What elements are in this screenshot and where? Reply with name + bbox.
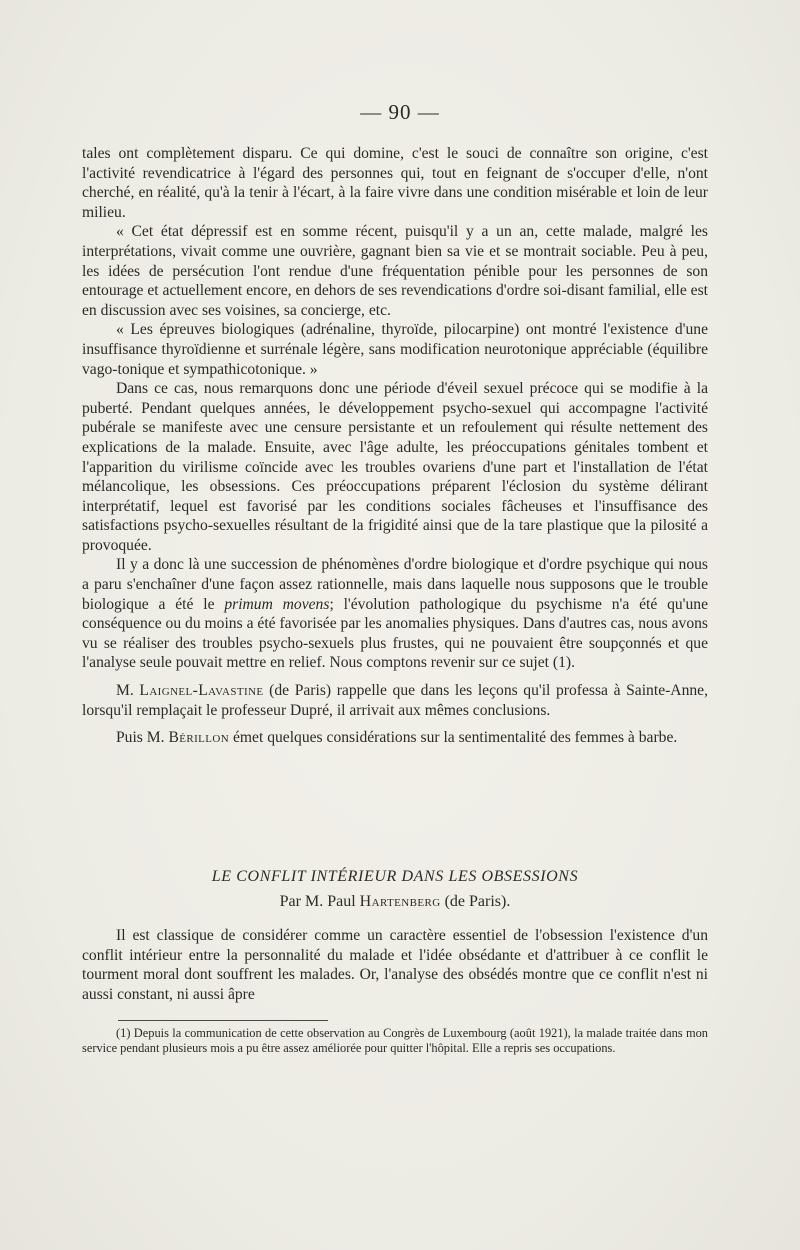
paragraph-conclusion-part2: ; l'évolution pathologique du psychisme n'a été qu'une conséquence ou du moins a été favorisée par les anomalies physiques. Dans d'autres cas, nous avons vu se réaliser des troubles psycho-sexuels plus frustes, qui ne pouvaient être soupçonnés et que l'analyse seule pouvait mettre en relief. Nous comptons revenir sur ce sujet (1). [82, 595, 708, 672]
paragraph-analysis: Dans ce cas, nous remarquons donc une période d'éveil sexuel précoce qui se modifie à la puberté. Pendant quelques années, le développement psycho-sexuel qui accompagne l'activité pubérale se manifeste avec une censure persistante et un refoulement qui résulte nettement des explications de la malade. Ensuite, avec l'âge adulte, les préoccupations génitales tombent et l'apparition du virilisme coïncide avec les troubles ovariens d'une part et l'installation de l'état mélancolique, les obsessions. Ces préoccupations préparent l'éclosion du système délirant interprétatif, lequel est favorisé par les conditions sociales fâcheuses et l'insuffisance des satisfactions psycho-sexuelles résultant de la frigidité ainsi que de la tare plastique que la pilosité a provoquée. [82, 380, 708, 554]
speaker1-prefix: M. [116, 682, 140, 700]
speaker2-text: émet quelques considérations sur la sentimentalité des femmes à barbe. [229, 729, 678, 747]
speaker1-name: Laignel-Lavastine [139, 682, 264, 700]
speaker1-text: (de Paris) rappelle que dans les leçons qu'il professa à Sainte-Anne, lorsqu'il remplaçait le professeur Dupré, il arrivait aux mêmes conclusions. [82, 682, 708, 719]
paragraph-quote-2: « Les épreuves biologiques (adrénaline, thyroïde, pilocarpine) ont montré l'existence d'une insuffisance thyroïdienne et surrénale légère, sans modification neurotonique appréciable (équilibre vago-tonique et sympathicotonique. » [82, 321, 708, 378]
author-name: Hartenberg [359, 893, 441, 910]
page-number: — 90 — [360, 100, 440, 124]
article-paragraph: Il est classique de considérer comme un caractère essentiel de l'obsession l'existence d'un conflit intérieur entre la personnalité du malade et l'idée obsédante et d'attribuer à ce conflit le tourment moral dont souffrent les malades. Or, l'analyse des obsédés montre que ce conflit n'est ni aussi constant, ni aussi âpre [82, 927, 708, 1003]
article-body [82, 926, 708, 1004]
paragraph-conclusion [82, 555, 708, 673]
speaker2-name: Bérillon [168, 729, 230, 747]
paragraph-continuation: tales ont complètement disparu. Ce qui domine, c'est le souci de connaître son origine, c'est l'activité revendicatrice à l'égard des personnes qui, tout en feignant de s'occuper d'elle, n'ont cherché, en réalité, qu'à la tenir à l'écart, à la faire vivre dans une condition misérable et loin de leur milieu. [82, 145, 708, 221]
primum-movens-italic: primum movens [224, 595, 330, 613]
article-author [82, 893, 708, 911]
author-prefix: Par M. Paul [279, 893, 360, 910]
speaker2-prefix: Puis M. [116, 729, 169, 747]
footnote [82, 1026, 708, 1057]
speaker-laignel-lavastine [82, 681, 708, 720]
article-title: LE CONFLIT INTÉRIEUR DANS LES OBSESSIONS [211, 868, 579, 885]
author-suffix: (de Paris). [440, 893, 511, 910]
main-text [82, 144, 708, 748]
footnote-text: (1) Depuis la communication de cette observation au Congrès de Luxembourg (août 1921), la malade traitée dans mon service pendant plusieurs mois a pu être assez améliorée pour quitter l'hôpital. Elle a repris ses occupations. [82, 1026, 708, 1056]
speaker-berillon [82, 728, 708, 748]
paragraph-quote-1: « Cet état dépressif est en somme récent, puisqu'il y a un an, cette malade, malgré les interprétations, vivait comme une ouvrière, gagnant bien sa vie et se montrait sociable. Peu à peu, les idées de persécution l'ont rendue d'une fréquentation pénible pour les personnes de son entourage et actuellement encore, en dehors de ses revendications d'ordre soi-disant familial, elle est en discussion avec ses voisines, sa concierge, etc. [82, 223, 708, 319]
paragraph-conclusion-part1: Il y a donc là une succession de phénomènes d'ordre biologique et d'ordre psychique qui nous a paru s'enchaîner d'une façon assez rationnelle, mais dans laquelle nous supposons que le trouble biologique a été le [82, 556, 708, 613]
footnote-divider [118, 1020, 328, 1021]
